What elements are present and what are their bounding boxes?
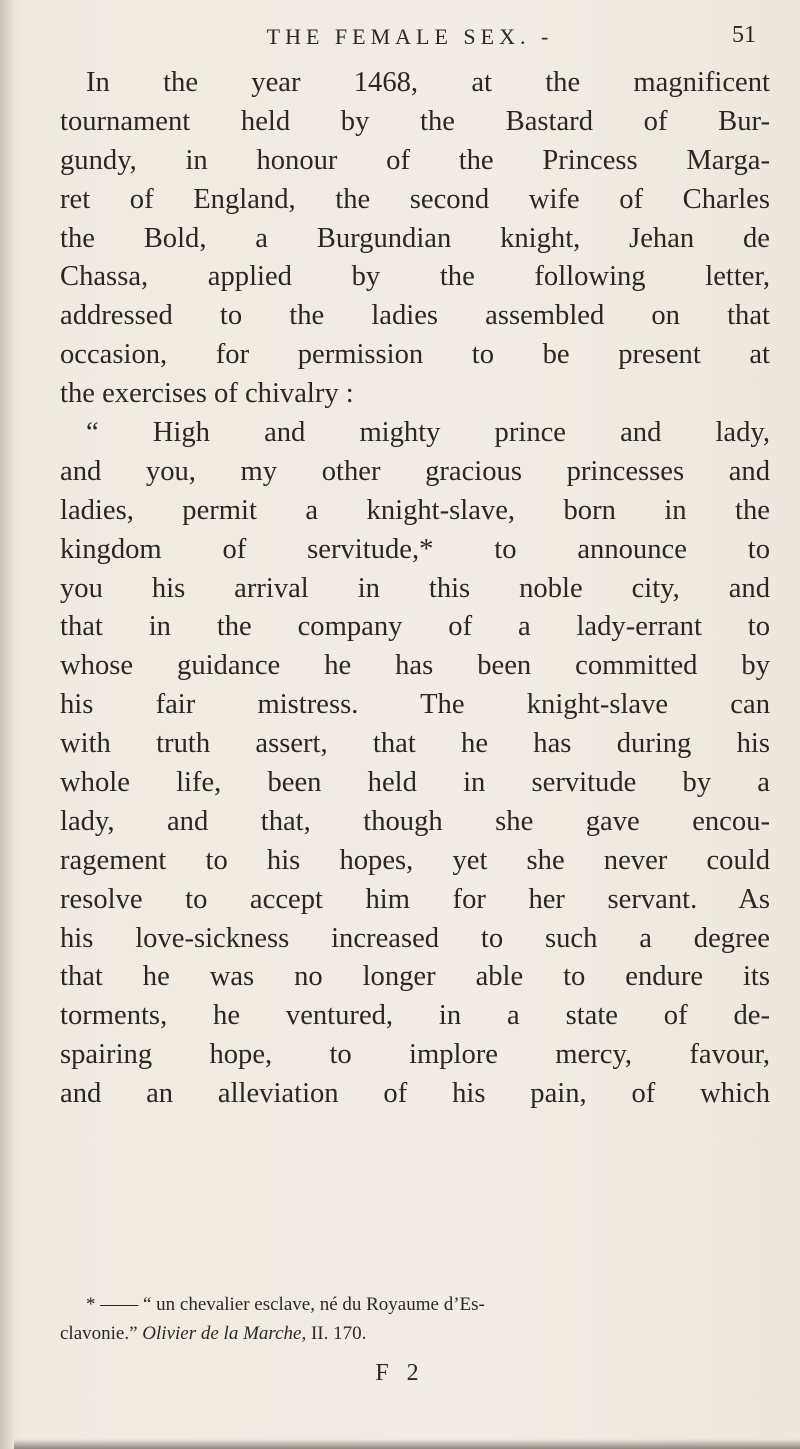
text-line: you his arrival in this noble city, and [60, 572, 770, 604]
text-line: that he was no longer able to endure its [60, 961, 770, 993]
signature-mark: F 2 [375, 1360, 425, 1386]
text-line: gundy, in honour of the Princess Marga- [60, 144, 770, 176]
footnote-reference: II. 170. [310, 1323, 367, 1344]
text-line: tournament held by the Bastard of Bur- [60, 105, 770, 137]
page-bottom-edge [14, 1439, 800, 1449]
text-line: ragement to his hopes, yet she never could [60, 844, 770, 876]
page-header [60, 20, 760, 60]
footnote-text: clavonie.” [60, 1323, 138, 1344]
text-line: that in the company of a lady-errant to [60, 611, 770, 643]
text-line: spairing hope, to implore mercy, favour, [60, 1039, 770, 1071]
text-line: kingdom of servitude,* to announce to [60, 533, 770, 565]
page-number: 51 [732, 22, 756, 48]
text-line: resolve to accept him for her servant. As [60, 883, 770, 915]
footnote [60, 1290, 770, 1348]
running-head-title: THE FEMALE SEX. [266, 24, 531, 49]
text-line: and you, my other gracious princesses and [60, 455, 770, 487]
text-line: whose guidance he has been committed by [60, 650, 770, 682]
text-line: “ High and mighty prince and lady, [86, 417, 770, 449]
text-line: addressed to the ladies assembled on that [60, 300, 770, 332]
text-line: Chassa, applied by the following letter, [60, 261, 770, 293]
page-gutter [0, 0, 14, 1449]
text-line: his love-sickness increased to such a degree [60, 922, 770, 954]
footnote-citation: Olivier de la Marche, [142, 1323, 307, 1344]
text-line: occasion, for permission to be present at [60, 339, 770, 371]
text-line: with truth assert, that he has during his [60, 728, 770, 760]
text-line: In the year 1468, at the magnificent [86, 67, 770, 98]
footnote-line [60, 1319, 770, 1348]
text-line: ladies, permit a knight-slave, born in the [60, 494, 770, 526]
body-text [60, 64, 770, 1114]
text-line: whole life, been held in servitude by a [60, 767, 770, 799]
footnote-line: * —— “ un chevalier esclave, né du Royaume d’Es- [86, 1294, 485, 1315]
running-head-separator: - [541, 24, 554, 49]
text-line: and an alleviation of his pain, of which [60, 1078, 770, 1110]
text-line: his fair mistress. The knight-slave can [60, 689, 770, 721]
text-line: the Bold, a Burgundian knight, Jehan de [60, 222, 770, 254]
text-line: the exercises of chivalry : [60, 378, 354, 410]
running-head [60, 24, 760, 50]
text-line: ret of England, the second wife of Charles [60, 183, 770, 215]
text-line: torments, he ventured, in a state of de- [60, 1000, 770, 1032]
text-line: lady, and that, though she gave encou- [60, 805, 770, 837]
